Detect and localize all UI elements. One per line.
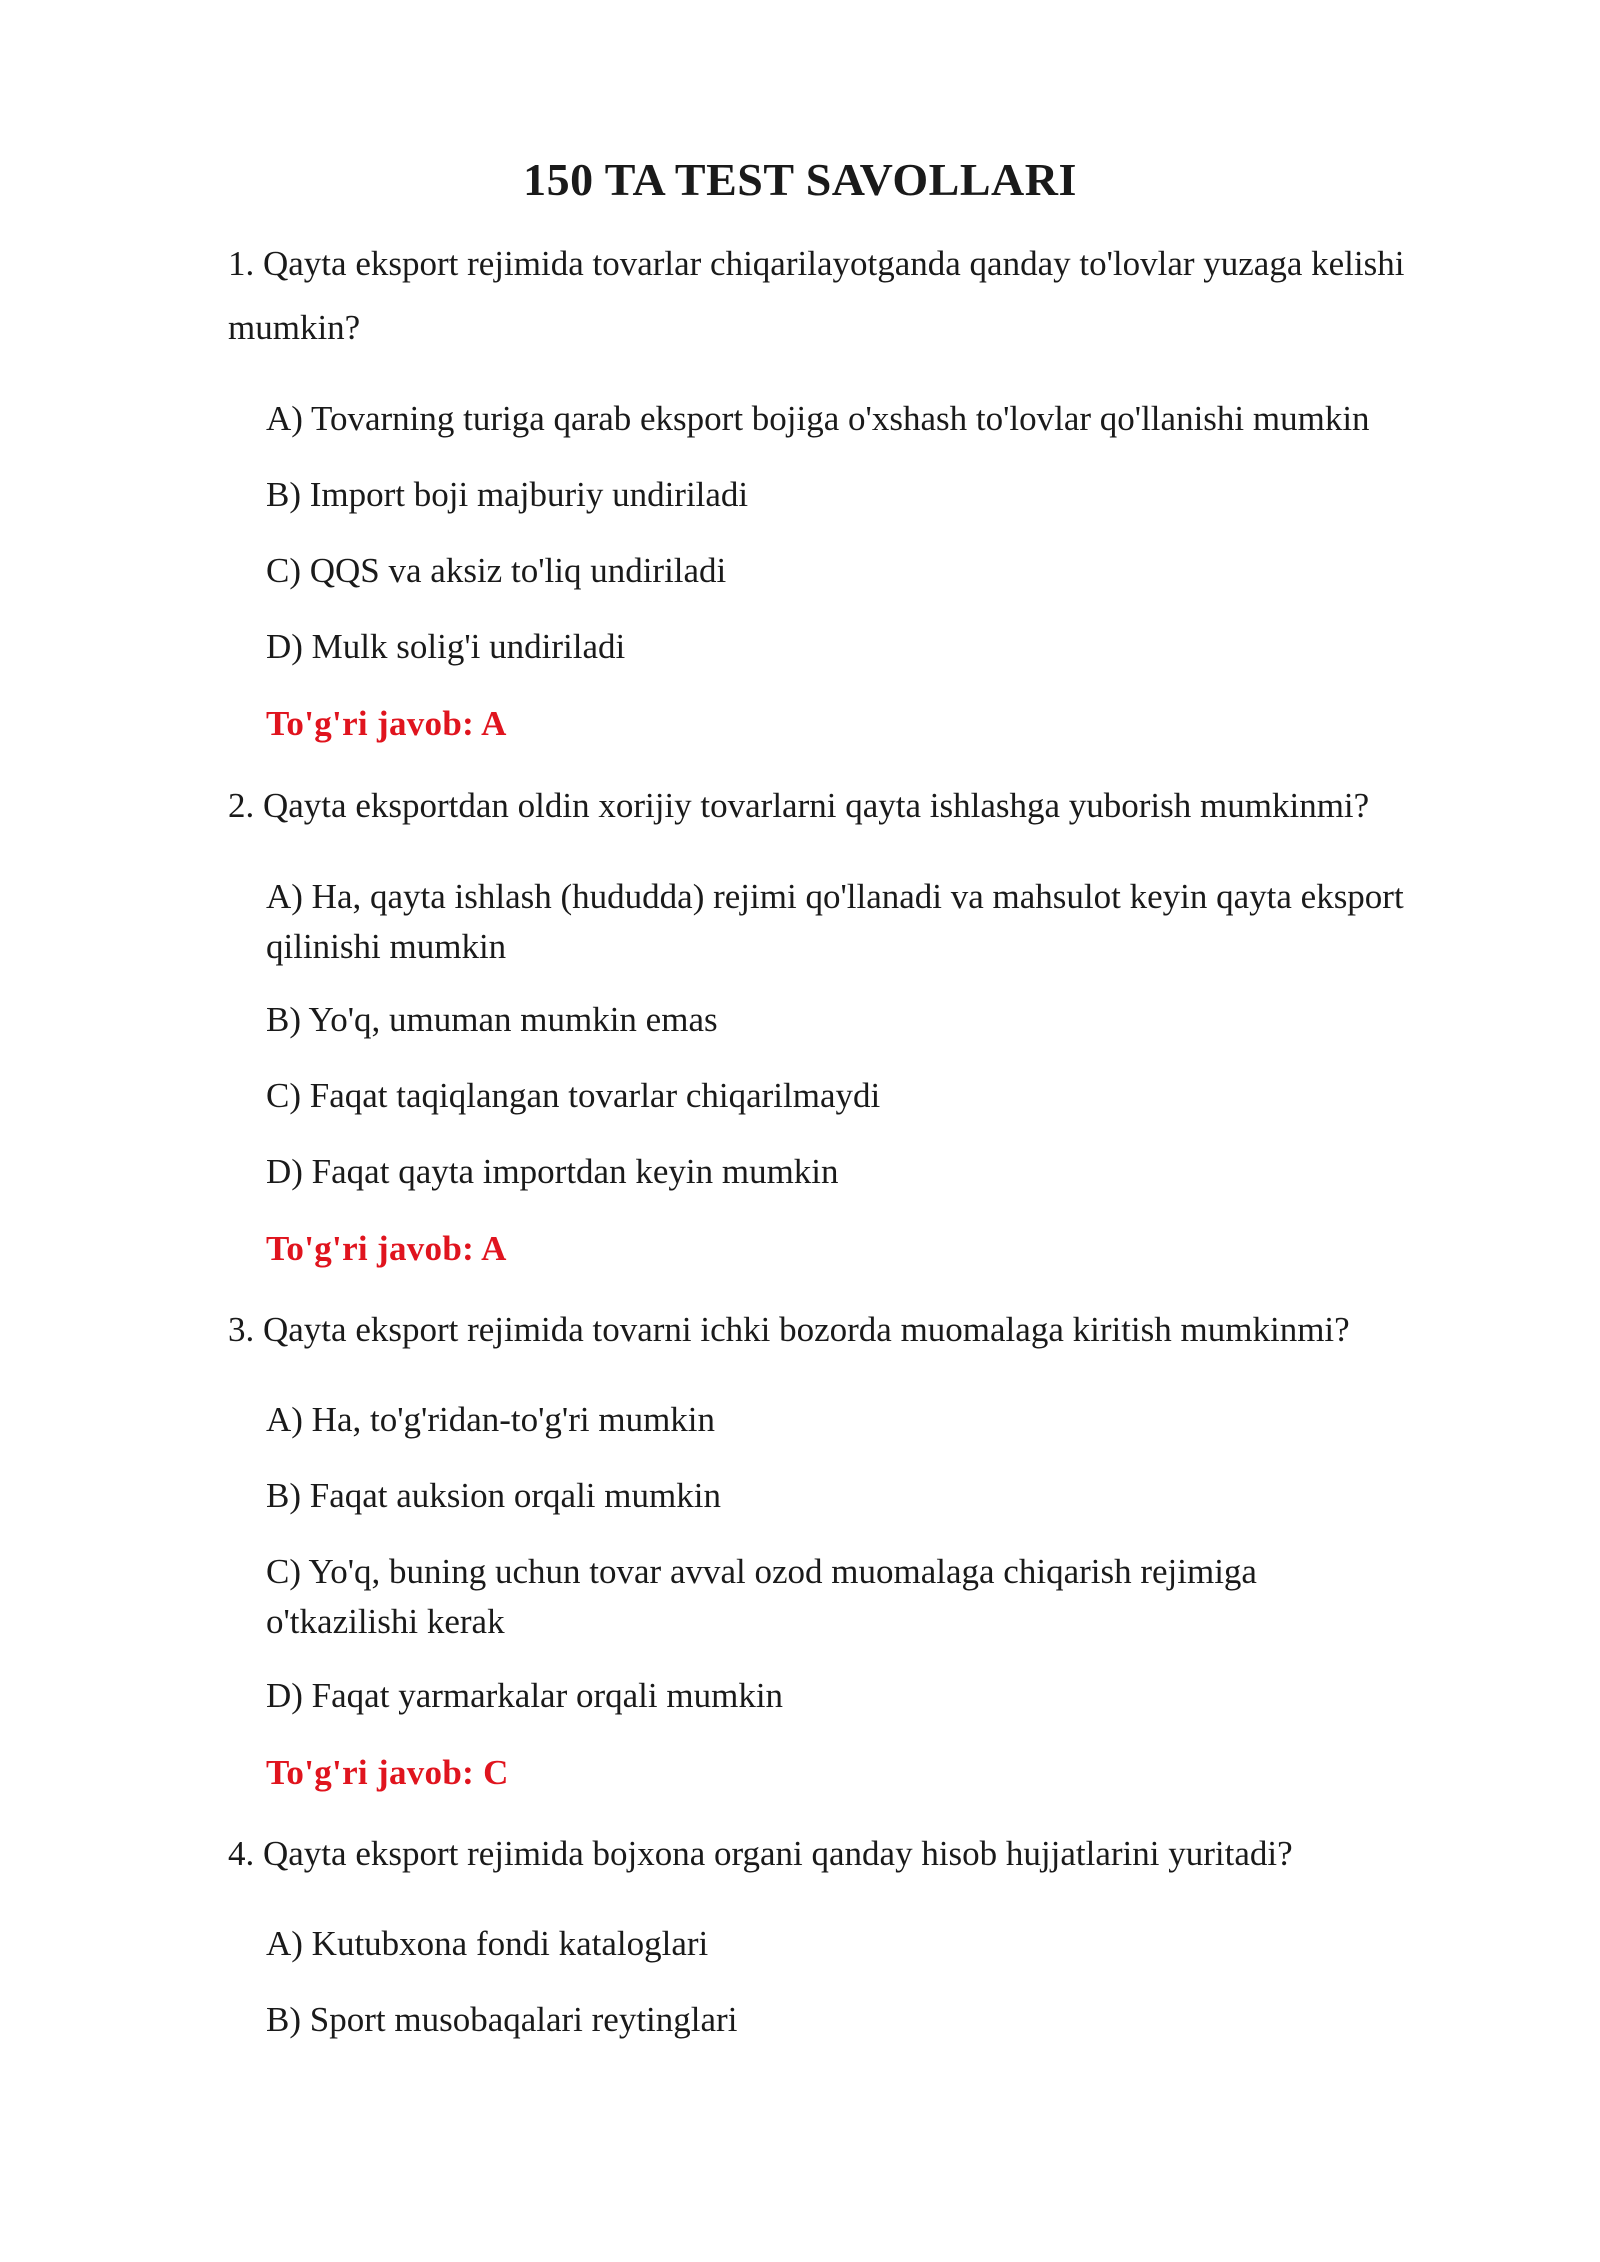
question-4-option-b: B) Sport musobaqalari reytinglari [266,2000,738,2039]
question-4-text: 4. Qayta eksport rejimida bojxona organi qanday hisob hujjatlarini yuritadi? [228,1834,1293,1873]
question-1-option-c: C) QQS va aksiz to'liq undiriladi [266,551,727,590]
question-1-text: 1. Qayta eksport rejimida tovarlar chiqarilayotganda qanday to'lovlar yuzaga kelishi mumkin? [228,244,1405,347]
question-2-option-d: D) Faqat qayta importdan keyin mumkin [266,1152,839,1191]
question-2-answer: To'g'ri javob: A [266,1229,507,1268]
question-2-option-b: B) Yo'q, umuman mumkin emas [266,1000,718,1039]
question-3-answer: To'g'ri javob: C [266,1753,509,1792]
document-title: 150 TA TEST SAVOLLARI [523,154,1077,205]
question-1-option-a: A) Tovarning turiga qarab eksport bojiga o'xshash to'lovlar qo'llanishi mumkin [266,399,1370,438]
question-1-option-d: D) Mulk solig'i undiriladi [266,627,626,666]
question-3-option-c: C) Yo'q, buning uchun tovar avval ozod muomalaga chiqarish rejimiga o'tkazilishi kerak [266,1552,1257,1641]
question-2-text: 2. Qayta eksportdan oldin xorijiy tovarlarni qayta ishlashga yuborish mumkinmi? [228,786,1370,825]
question-3-option-d: D) Faqat yarmarkalar orqali mumkin [266,1676,784,1715]
question-3-option-b: B) Faqat auksion orqali mumkin [266,1476,721,1515]
question-3-option-a: A) Ha, to'g'ridan-to'g'ri mumkin [266,1400,716,1439]
question-1-option-b: B) Import boji majburiy undiriladi [266,475,749,514]
question-1-answer: To'g'ri javob: A [266,704,507,743]
question-2-option-c: C) Faqat taqiqlangan tovarlar chiqarilmaydi [266,1076,881,1115]
question-2-option-a: A) Ha, qayta ishlash (hududda) rejimi qo'llanadi va mahsulot keyin qayta eksport qilinishi mumkin [266,877,1404,966]
question-4-option-a: A) Kutubxona fondi kataloglari [266,1924,709,1963]
question-3-text: 3. Qayta eksport rejimida tovarni ichki bozorda muomalaga kiritish mumkinmi? [228,1310,1350,1349]
